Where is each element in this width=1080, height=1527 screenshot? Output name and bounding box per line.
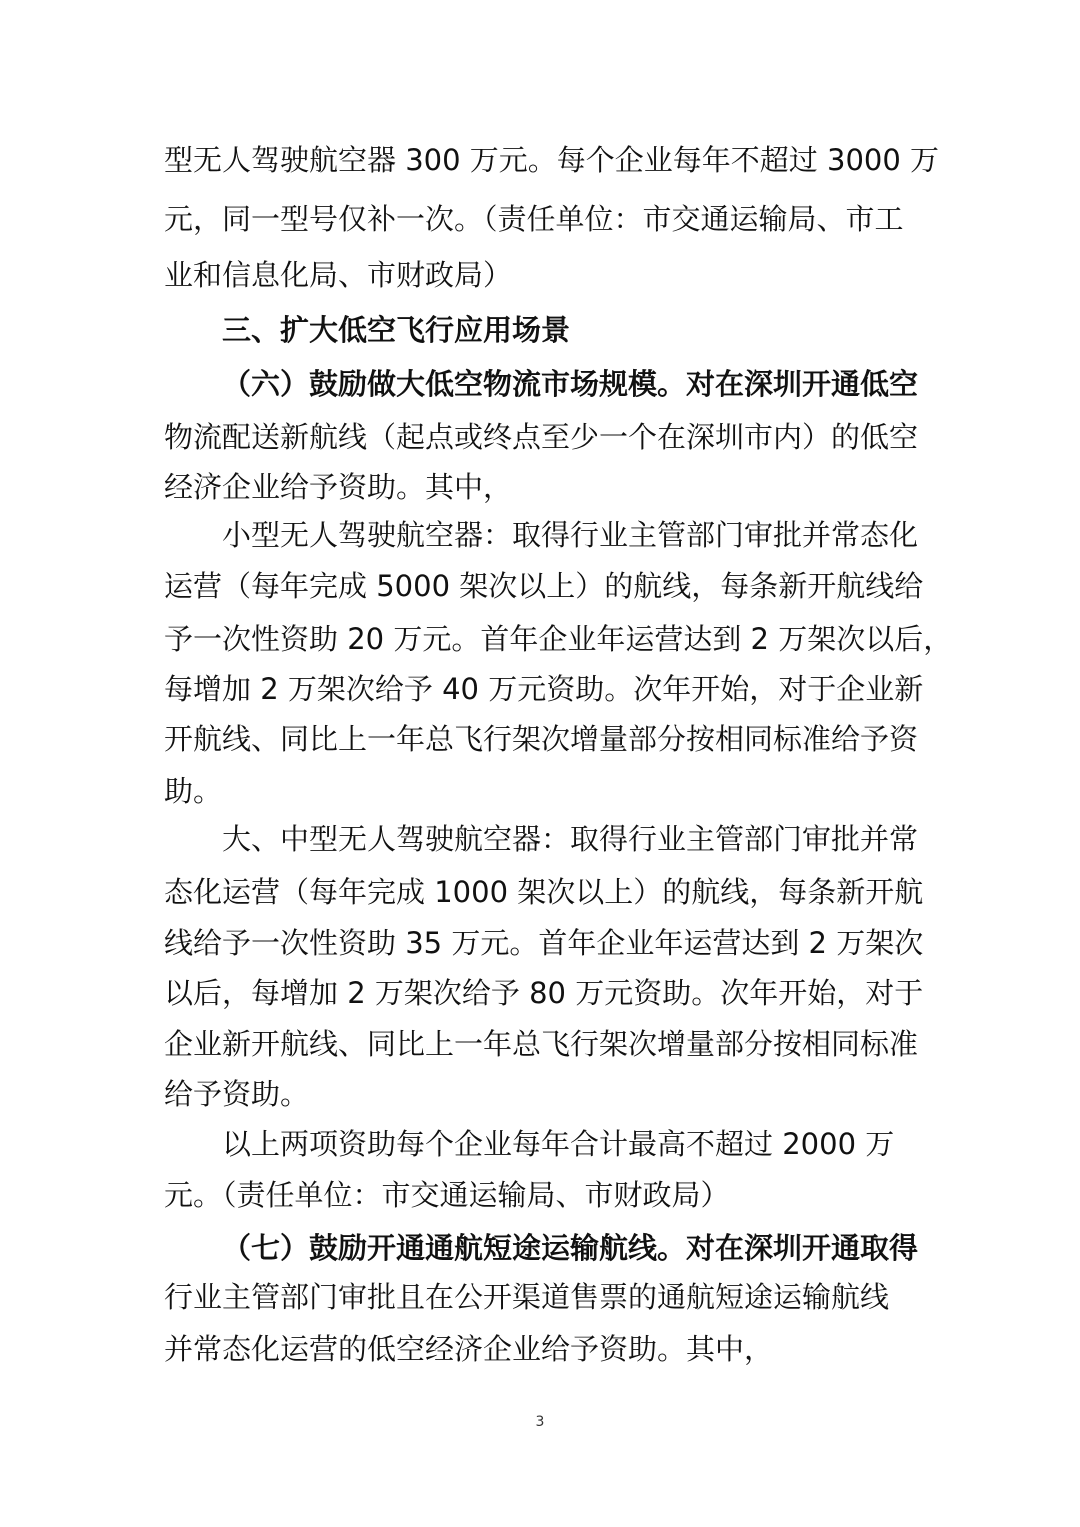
- body-text-line: 元，同一型号仅补一次。（责任单位：市交通运输局、市工: [164, 202, 904, 236]
- body-text-line: 以上两项资助每个企业每年合计最高不超过 2000 万: [222, 1127, 895, 1161]
- body-text-line: 态化运营（每年完成 1000 架次以上）的航线，每条新开航: [164, 875, 924, 909]
- item-six-lead-number: （六）: [222, 367, 310, 401]
- item-six-lead-text: 鼓励做大低空物流市场规模。对在深圳开通低空: [309, 367, 919, 401]
- section-heading: 三、扩大低空飞行应用场景: [222, 313, 571, 347]
- body-text-line: 企业新开航线、同比上一年总飞行架次增量部分按相同标准: [164, 1027, 919, 1061]
- page-number: 3: [535, 1414, 545, 1430]
- body-text-line: 物流配送新航线（起点或终点至少一个在深圳市内）的低空: [164, 420, 919, 454]
- body-text-line: 给予资助。: [164, 1077, 310, 1111]
- body-text-line: 并常态化运营的低空经济企业给予资助。其中，: [164, 1332, 774, 1366]
- body-text-line: 助。: [164, 774, 223, 808]
- body-text-line: 运营（每年完成 5000 架次以上）的航线，每条新开航线给: [164, 569, 924, 603]
- body-text-line: 大、中型无人驾驶航空器：取得行业主管部门审批并常: [222, 822, 919, 856]
- body-text-line: 每增加 2 万架次给予 40 万元资助。次年开始，对于企业新: [164, 672, 924, 706]
- item-seven-first-line: [222, 1230, 918, 1266]
- body-text-line: 元。（责任单位：市交通运输局、市财政局）: [164, 1178, 730, 1212]
- item-seven-lead-number: （七）: [222, 1231, 310, 1265]
- body-text-line: 型无人驾驶航空器 300 万元。每个企业每年不超过 3000 万: [164, 143, 940, 177]
- body-text-line: 予一次性资助 20 万元。首年企业年运营达到 2 万架次以后，: [164, 622, 953, 656]
- body-text-line: 业和信息化局、市财政局）: [164, 258, 513, 292]
- item-seven-lead-text: 鼓励开通通航短途运输航线。对在深圳开通取得: [309, 1231, 919, 1265]
- body-text-line: 线给予一次性资助 35 万元。首年企业年运营达到 2 万架次: [164, 926, 924, 960]
- body-text-line: 以后，每增加 2 万架次给予 80 万元资助。次年开始，对于: [164, 976, 924, 1010]
- body-text-line: 行业主管部门审批且在公开渠道售票的通航短途运输航线: [164, 1280, 890, 1314]
- body-text-line: 开航线、同比上一年总飞行架次增量部分按相同标准给予资: [164, 722, 919, 756]
- body-text-line: 经济企业给予资助。其中，: [164, 470, 513, 504]
- item-six-first-line: [222, 366, 918, 402]
- body-text-line: 小型无人驾驶航空器：取得行业主管部门审批并常态化: [222, 518, 919, 552]
